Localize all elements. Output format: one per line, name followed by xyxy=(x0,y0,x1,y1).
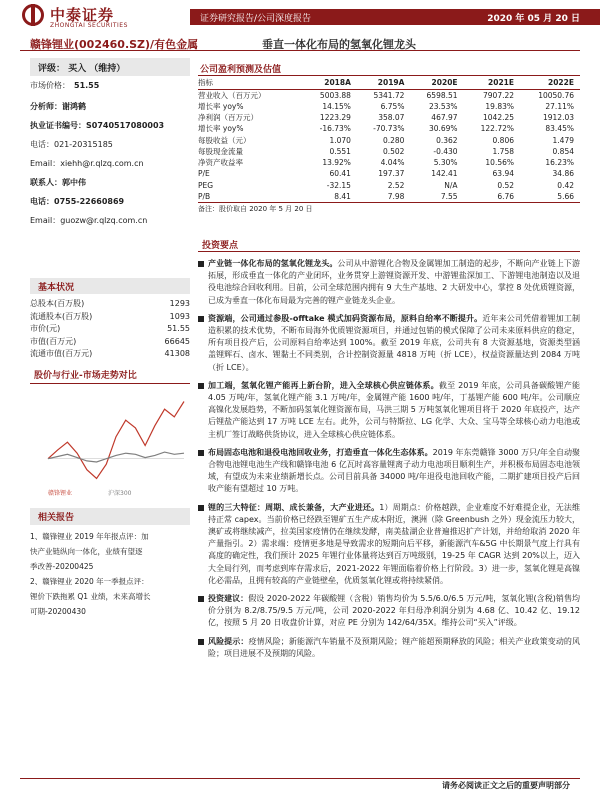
investment-point xyxy=(198,502,580,587)
basic-info-value: 1293 xyxy=(169,299,190,308)
forecast-section xyxy=(198,60,580,213)
contact-row xyxy=(30,211,190,230)
page-header xyxy=(0,0,600,36)
table-cell: 6.76 xyxy=(497,192,515,202)
table-row xyxy=(198,101,580,112)
table-row xyxy=(198,146,580,157)
basic-info-key: 流通市值(百万元) xyxy=(30,349,93,358)
investment-point-lead: 产业链一体化布局的氢氧化锂龙头。 xyxy=(208,259,338,268)
table-cell: 6.75% xyxy=(380,101,405,111)
report-category: 证券研究报告/公司深度报告 xyxy=(200,14,312,24)
table-cell: 1912.03 xyxy=(542,112,574,122)
bullet-square-icon xyxy=(198,505,204,511)
investment-point-text: 公司从中游锂化合物及金属锂加工制造的起步，不断向产业链上下游拓展，形成垂直一体化的产业闭环，业务贯穿上游锂资源开发、中游锂盐深加工、下游锂电池制造以及退役电池综合回收利用。目前，公司全球范围内拥有 9 大生产基地、2 大研发中心，掌控 8 处优质锂资源，已成为垂直一体化布局最为完善的锂产业链龙头企业。 xyxy=(208,259,580,305)
forecast-header-row xyxy=(198,76,580,89)
performance-title: 股价与行业-市场走势对比 xyxy=(30,366,190,384)
table-cell: 净利润（百万元） xyxy=(198,112,258,122)
forecast-table xyxy=(198,76,580,202)
table-cell: 83.45% xyxy=(545,124,574,134)
table-cell: 1.479 xyxy=(552,135,574,145)
bullet-square-icon xyxy=(198,383,204,389)
brand-logo-icon xyxy=(22,4,44,26)
table-cell: 0.362 xyxy=(436,135,458,145)
investment-point xyxy=(198,313,580,374)
related-report-line: 季改善-20200425 xyxy=(30,562,94,571)
table-cell: 467.97 xyxy=(431,112,458,122)
contact-row xyxy=(30,116,190,135)
table-cell: 1.758 xyxy=(492,146,515,156)
investment-point-text: 2019 年东莞赣锋 3000 万只/年全自动聚合物电池锂电池生产线和赣锋电池 6 亿瓦时高容量锂离子动力电池项目顺利生产，并积极布局固态电池领域，有望成为未来业绩新增长点。公司目前具备 34000 吨/年退役电池回收产能，二期扩建项目投产后回收产能有望超过 10 万吨。 xyxy=(208,447,580,494)
table-cell: 63.94 xyxy=(492,169,515,179)
contact-value: guozw@r.qlzq.com.cn xyxy=(60,216,148,225)
table-cell: 营业收入（百万元） xyxy=(198,90,266,100)
table-cell: 0.42 xyxy=(557,180,574,190)
basic-info-rows xyxy=(30,298,190,361)
forecast-column-header: 2022E xyxy=(520,76,580,89)
forecast-column-header: 2019A xyxy=(357,76,411,89)
basic-info-value: 1093 xyxy=(169,311,190,321)
table-cell: 27.11% xyxy=(545,101,574,111)
investment-point-text: 1）周期点：价格越跌，企业难度不好难提企业，无法维持正常 capex。当前价格已经跌至锂矿五生产成本附近，澳洲（除 Greenbush 之外）现金流压力较大，澳矿或将继续减产，拉美国家疫情仍在继续发酵，南美盐湖企业普遍推迟扩产计划，并给给取消 2020 年产量指引。2）需求端：疫情更多地是导致需求的短期向后平移，新能源汽车&5G 中长期景气度上行具有高度的确定性，我们预计 2025 年锂行业体量将达到百万吨级别，19-25 年 CAGR 达到 20%以上，迈入大全局行列，而考虑到库存需求后，2021-2022 年锂面临着价格上行阶段。3）进一步，氢氧化锂是高镍化必需品，且拥有较高的产业链壁垒，优质氢氧化锂或将持续紧俏。 xyxy=(208,502,581,585)
footer-disclaimer: 请务必阅读正文之后的重要声明部分 xyxy=(442,781,570,790)
bullet-square-icon xyxy=(198,596,204,602)
basic-info xyxy=(30,278,190,361)
basic-info-row xyxy=(30,336,190,349)
table-cell: 358.07 xyxy=(378,112,405,122)
basic-info-row xyxy=(30,323,190,336)
investment-point-text: 近年来公司凭借着锂加工制造积累的技术优势，不断布局海外优质锂资源项目，并通过包销的模式保障了公司未来原料供应的稳定，所有项目投产后，公司原料自给率达到 100%。截至 2019 年底，公司共有 8 大资源基地，资源类型涵盖锂辉石、卤水、锂黏土不同类别，合计控制资源量 4818 万吨（折 LCE），权益资源量达到 2084 万吨（折 LCE）。 xyxy=(208,313,580,372)
table-cell: 16.23% xyxy=(545,158,574,168)
related-reports-body xyxy=(30,529,190,619)
table-cell: 0.854 xyxy=(552,146,574,156)
basic-info-row xyxy=(30,348,190,361)
contact-label: Email： xyxy=(30,216,61,225)
forecast-column-header: 2021E xyxy=(464,76,520,89)
investment-point xyxy=(198,636,580,660)
table-row xyxy=(198,134,580,145)
table-row xyxy=(198,123,580,134)
table-cell: 4.04% xyxy=(380,158,405,168)
table-cell: -70.73% xyxy=(373,124,405,134)
table-cell: 34.86 xyxy=(552,169,574,179)
table-cell: 30.69% xyxy=(428,124,458,134)
basic-info-key: 总股本(百万股) xyxy=(30,299,85,308)
table-cell: 10050.76 xyxy=(538,90,574,100)
contact-label: Email： xyxy=(30,159,61,168)
table-cell: 5.66 xyxy=(557,192,574,202)
table-cell: 2.52 xyxy=(387,180,405,190)
table-cell: 增长率 yoy% xyxy=(198,101,244,111)
analyst-panel xyxy=(30,58,190,230)
table-cell: 增长率 yoy% xyxy=(198,124,244,134)
related-report-line: 可期-20200430 xyxy=(30,607,86,616)
table-cell: 7.55 xyxy=(440,192,458,202)
contact-value: xiehh@r.qlzq.com.cn xyxy=(60,159,144,168)
bullet-square-icon xyxy=(198,639,204,645)
table-cell: 5.30% xyxy=(433,158,458,168)
contact-value: 郭中伟 xyxy=(62,178,86,187)
forecast-column-header: 2018A xyxy=(303,76,357,89)
related-reports xyxy=(30,508,190,619)
contact-value: 0755-22660869 xyxy=(54,197,125,206)
table-cell: 0.806 xyxy=(492,135,515,145)
contact-label: 执业证书编号： xyxy=(30,121,86,130)
forecast-column-header: 指标 xyxy=(198,76,303,89)
related-report-line: 锂价下跌拖累 Q1 业绩，未来高增长 xyxy=(30,592,151,601)
contact-row xyxy=(30,154,190,173)
chart-series-line-0 xyxy=(48,402,184,479)
contact-value: 021-20315185 xyxy=(54,140,113,149)
investment-point-lead: 投资建议： xyxy=(208,594,249,604)
company-title: 赣锋锂业(002460.SZ)/有色金属 xyxy=(30,38,199,51)
table-cell: PEG xyxy=(198,180,214,190)
chart-legend-label: 赣锋锂业 xyxy=(48,490,73,497)
bullet-square-icon xyxy=(198,316,204,322)
table-cell: 122.72% xyxy=(480,124,515,134)
table-row xyxy=(198,168,580,179)
contact-value: 谢鸿鹤 xyxy=(62,102,86,111)
investment-point-text: 假设 2020-2022 年碳酸锂（含税）销售均价为 5.5/6.0/6.5 万元/吨，氢氧化锂(含税)销售均价分别为 8.2/8.75/9.5 万元/吨，公司 2020-2022 年归母净利润分别为 4.68 亿、10.42 亿、19.12 亿，按照 5 月 20 日收盘价计算，对应 PE 分别为 142/64/35X。维持公司“买入”评级。 xyxy=(208,594,581,628)
investment-point-text: 疫情风险；新能源汽车销量不及预期风险；锂产能超预期释放的风险；相关产业政策变动的风险；项目进展不及预期的风险。 xyxy=(208,636,581,658)
chart-series-line-1 xyxy=(48,452,184,462)
investment-body xyxy=(198,258,580,660)
table-cell: -32.15 xyxy=(326,180,351,190)
investment-point xyxy=(198,593,580,630)
table-cell: 每股收益（元） xyxy=(198,135,251,145)
table-cell: 142.41 xyxy=(431,169,458,179)
investment-point-lead: 锂的三大特征：周期、成长兼备，大产业进还。 xyxy=(208,502,380,512)
investment-point xyxy=(198,258,580,307)
contact-label: 分析师： xyxy=(30,102,62,111)
table-cell: 19.83% xyxy=(485,101,515,111)
table-cell: 0.551 xyxy=(329,146,351,156)
market-price: 市场价格： 51.55 xyxy=(30,81,100,90)
investment-point-lead: 加工端，氢氧化锂产能再上新台阶，进入全球核心供应链体系。 xyxy=(208,380,439,390)
basic-info-key: 流通股本(百万股) xyxy=(30,311,93,321)
investment-point xyxy=(198,447,580,496)
performance-chart xyxy=(30,388,190,498)
table-cell: 0.52 xyxy=(497,180,515,190)
table-cell: 7907.22 xyxy=(483,90,515,100)
chart-legend-label: 沪深300 xyxy=(108,490,132,497)
table-row xyxy=(198,112,580,123)
related-report-line: 快产业链纵向一体化，业绩有望逐 xyxy=(30,547,143,556)
investment-title: 投资要点 xyxy=(198,236,580,252)
performance-section xyxy=(30,366,190,497)
table-cell: 7.98 xyxy=(387,192,405,202)
related-report-line: 2、赣锋锂业 2020 年一季报点评： xyxy=(30,577,149,586)
contact-label: 电话： xyxy=(30,140,54,149)
table-row xyxy=(198,191,580,202)
table-cell: 10.56% xyxy=(485,158,515,168)
related-reports-title: 相关报告 xyxy=(30,508,190,525)
contact-label: 电话： xyxy=(30,197,54,206)
contact-row xyxy=(30,173,190,192)
table-cell: 0.502 xyxy=(382,146,405,156)
forecast-column-header: 2020E xyxy=(410,76,463,89)
contact-value: S0740517080003 xyxy=(86,121,165,130)
table-cell: P/B xyxy=(198,192,211,202)
table-cell: 6598.51 xyxy=(426,90,458,100)
table-cell: 197.37 xyxy=(378,169,405,179)
table-cell: P/E xyxy=(198,169,210,179)
bullet-square-icon xyxy=(198,261,204,267)
table-cell: 5341.72 xyxy=(373,90,405,100)
basic-info-row xyxy=(30,311,190,324)
table-row xyxy=(198,180,580,191)
investment-point-lead: 布局固态电池和退役电池回收业务，打造垂直一体化生态体系。 xyxy=(208,447,433,457)
brand-name-en: ZHONGTAI SECURITIES xyxy=(50,22,128,29)
report-category-bar xyxy=(190,9,600,25)
table-cell: 1042.25 xyxy=(483,112,515,122)
rating-box: 评级： 买入 （维持） xyxy=(30,58,190,76)
basic-info-value: 51.55 xyxy=(167,324,190,333)
table-cell: -16.73% xyxy=(319,124,351,134)
investment-section xyxy=(198,236,580,660)
table-cell: 23.53% xyxy=(428,101,458,111)
report-date: 2020 年 05 月 20 日 xyxy=(487,14,580,24)
bullet-square-icon xyxy=(198,450,204,456)
basic-info-title: 基本状况 xyxy=(30,278,190,294)
forecast-note: 备注：股价取自 2020 年 5 月 20 日 xyxy=(198,202,580,213)
basic-info-row xyxy=(30,298,190,311)
related-report-line: 1、赣锋锂业 2019 年年报点评：加 xyxy=(30,532,149,541)
basic-info-value: 66645 xyxy=(164,336,190,346)
table-cell: -0.430 xyxy=(433,146,458,156)
brand-name: 中泰证券 xyxy=(50,6,115,24)
forecast-title: 公司盈利预测及估值 xyxy=(198,60,580,76)
contact-row xyxy=(30,192,190,211)
investment-point-text: 截至 2019 年底，公司具备碳酸锂产能 4.05 万吨/年，氢氧化锂产能 3.1 万吨/年，金属锂产能 1600 吨/年，丁基锂产能 600 吨/年。公司顺应高镍化发展趋势，不断加码氢氧化锂资源布局，马洪三期 5 万吨氢氧化锂项目将于 2020 年底投产，达产后锂盐产能达到 17 万吨 LCE 左右。此外，公司与特斯拉、LG 化学、大众、宝马等全球核心动力电池或主机厂签订战略供货协议，进入全球核心供应链体系。 xyxy=(208,380,580,439)
basic-info-key: 市值(百万元) xyxy=(30,336,77,346)
basic-info-key: 市价(元) xyxy=(30,324,61,333)
table-cell: 5003.88 xyxy=(319,90,351,100)
basic-info-value: 41308 xyxy=(164,349,190,358)
table-cell: 1.070 xyxy=(329,135,351,145)
contact-list xyxy=(30,97,190,230)
investment-point-lead: 风险提示： xyxy=(208,636,249,646)
table-cell: 1223.29 xyxy=(319,112,351,122)
table-cell: 14.15% xyxy=(322,101,351,111)
contact-row xyxy=(30,97,190,116)
table-row xyxy=(198,89,580,101)
table-cell: 每股现金流量 xyxy=(198,146,243,156)
table-cell: 8.41 xyxy=(334,192,351,202)
table-cell: N/A xyxy=(444,180,458,190)
contact-label: 联系人： xyxy=(30,178,62,187)
investment-point xyxy=(198,380,580,441)
table-cell: 13.92% xyxy=(322,158,351,168)
table-cell: 0.280 xyxy=(382,135,405,145)
table-row xyxy=(198,157,580,168)
footer-divider xyxy=(20,778,580,779)
title-divider xyxy=(20,50,580,51)
investment-point-lead: 资源端，公司通过参股-offtake 模式加码资源布局，原料自给率不断提升。 xyxy=(208,313,483,323)
table-cell: 净资产收益率 xyxy=(198,158,243,168)
contact-row xyxy=(30,135,190,154)
report-headline: 垂直一体化布局的氢氧化锂龙头 xyxy=(262,38,416,51)
table-cell: 60.41 xyxy=(329,169,351,179)
